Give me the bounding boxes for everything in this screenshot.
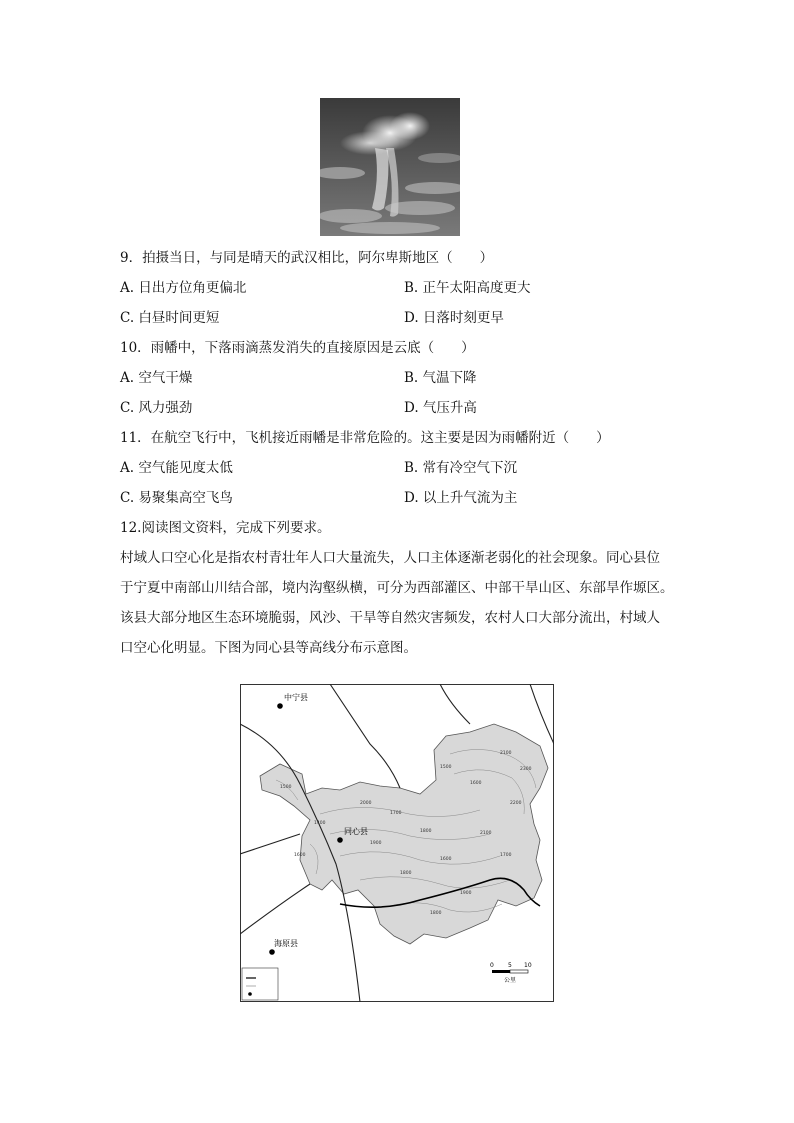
question-9-option-d: D. 日落时刻更早 bbox=[404, 310, 504, 326]
passage-line: 该县大部分地区生态环境脆弱，风沙、干旱等自然灾害频发，农村人口大部分流出，村域人 bbox=[120, 610, 660, 626]
passage-line: 村域人口空心化是指农村青壮年人口大量流失，人口主体逐渐老弱化的社会现象。同心县位 bbox=[120, 550, 660, 566]
question-11-option-a: A. 空气能见度太低 bbox=[120, 460, 233, 476]
question-11-option-d: D. 以上升气流为主 bbox=[404, 490, 518, 506]
contour-label: 1800 bbox=[420, 829, 432, 834]
contour-label: 1500 bbox=[440, 765, 452, 770]
contour-label: 2000 bbox=[360, 801, 372, 806]
scale-zero: 0 bbox=[490, 962, 494, 969]
question-9-stem: 9．拍摄当日，与同是晴天的武汉相比，阿尔卑斯地区（ ） bbox=[120, 250, 494, 266]
question-9-option-a: A. 日出方位角更偏北 bbox=[120, 280, 247, 296]
question-11-option-b: B. 常有冷空气下沉 bbox=[404, 460, 518, 476]
question-10-stem: 10．雨幡中，下落雨滴蒸发消失的直接原因是云底（ ） bbox=[120, 340, 475, 356]
question-9-option-c: C. 白昼时间更短 bbox=[120, 310, 220, 326]
contour-label: 1700 bbox=[390, 811, 402, 816]
question-9-option-b: B. 正午太阳高度更大 bbox=[404, 280, 531, 296]
contour-label: 1800 bbox=[430, 911, 442, 916]
contour-label: 2200 bbox=[510, 801, 522, 806]
tongxin-marker-icon bbox=[337, 837, 343, 843]
map-legend bbox=[242, 968, 278, 1000]
contour-label: 1400 bbox=[314, 821, 326, 826]
contour-label: 1900 bbox=[460, 891, 472, 896]
question-10-option-d: D. 气压升高 bbox=[404, 400, 477, 416]
zhongning-marker-icon bbox=[277, 703, 283, 709]
contour-label: 1800 bbox=[400, 871, 412, 876]
passage-line: 口空心化明显。下图为同心县等高线分布示意图。 bbox=[120, 640, 417, 656]
scale-ten: 10 bbox=[524, 962, 532, 969]
question-11-option-c: C. 易聚集高空飞鸟 bbox=[120, 490, 233, 506]
question-12-stem: 12.阅读图文资料，完成下列要求。 bbox=[120, 520, 331, 536]
haiyuan-label: 海原县 bbox=[274, 939, 298, 948]
passage-line: 于宁夏中南部山川结合部，境内沟壑纵横，可分为西部灌区、中部干旱山区、东部旱作塬区。 bbox=[120, 580, 674, 596]
tongxin-label: 同心县 bbox=[344, 827, 368, 836]
question-10-option-b: B. 气温下降 bbox=[404, 370, 477, 386]
question-12-passage bbox=[120, 543, 680, 663]
virga-cloud-photo bbox=[320, 98, 460, 236]
scale-five: 5 bbox=[508, 962, 512, 969]
contour-label: 2300 bbox=[520, 767, 532, 772]
question-11-stem: 11．在航空飞行中，飞机接近雨幡是非常危险的。这主要是因为雨幡附近（ ） bbox=[120, 430, 610, 446]
scale-unit: 公里 bbox=[504, 977, 517, 984]
contour-label: 1700 bbox=[500, 853, 512, 858]
contour-label: 1500 bbox=[280, 785, 292, 790]
haiyuan-marker-icon bbox=[269, 949, 275, 955]
contour-label: 2100 bbox=[500, 751, 512, 756]
contour-label: 1600 bbox=[470, 781, 482, 786]
question-10-option-a: A. 空气干燥 bbox=[120, 370, 193, 386]
zhongning-label: 中宁县 bbox=[284, 693, 308, 702]
tongxin-contour-map bbox=[240, 684, 554, 1002]
contour-label: 1600 bbox=[294, 853, 306, 858]
contour-label: 1600 bbox=[440, 857, 452, 862]
question-10-option-c: C. 风力强劲 bbox=[120, 400, 193, 416]
contour-label: 2100 bbox=[480, 831, 492, 836]
contour-label: 1900 bbox=[370, 841, 382, 846]
